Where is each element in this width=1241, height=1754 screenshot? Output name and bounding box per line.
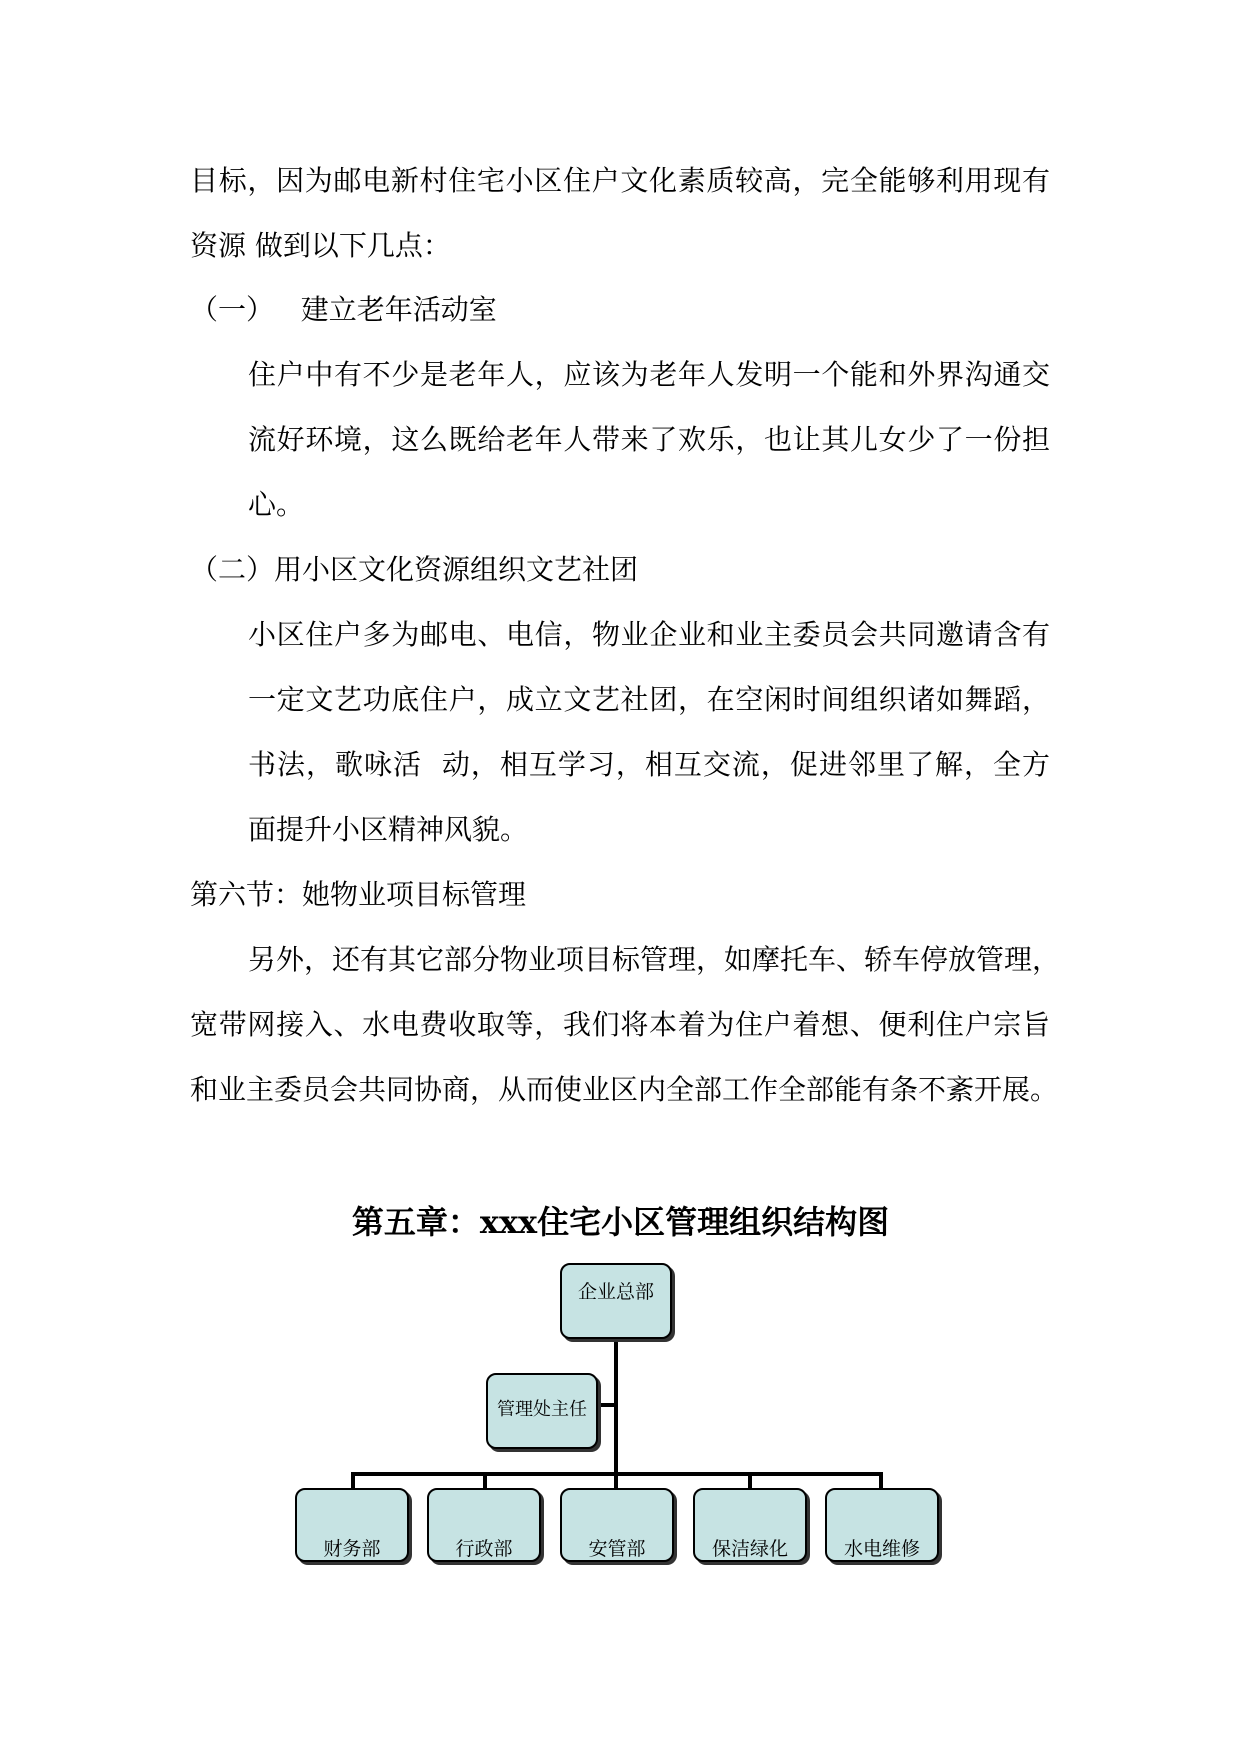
org-dept-label-1: 财务部: [323, 1538, 381, 1560]
connector-assistant-branch: [596, 1403, 616, 1407]
org-dept-box-1: [295, 1488, 409, 1562]
intro-line-2: 资源 做到以下几点：: [190, 229, 451, 262]
chapter-title: 第五章：xxx住宅小区管理组织结构图: [351, 1203, 890, 1241]
org-dept-box-4: [693, 1488, 807, 1562]
org-dept-label-2: 行政部: [455, 1538, 513, 1560]
org-dept-box-2: [427, 1488, 541, 1562]
org-root-label: 企业总部: [577, 1281, 654, 1303]
section-2-line-4: 面提升小区精神风貌。: [248, 813, 529, 846]
section-6-line-3: 和业主委员会共同协商，从而使业区内全部工作全部能有条不紊开展。: [190, 1073, 1059, 1106]
org-root-box: [560, 1263, 672, 1339]
section-1-line-2: 流好环境，这么既给老年人带来了欢乐，也让其儿女少了一份担: [248, 423, 1050, 456]
org-assistant-box: [486, 1373, 598, 1449]
intro-line-1: 目标，因为邮电新村住宅小区住户文化素质较高，完全能够利用现有: [190, 164, 1050, 197]
section-1-line-1: 住户中有不少是老年人，应该为老年人发明一个能和外界沟通交: [248, 358, 1050, 391]
org-dept-label-5: 水电维修: [843, 1538, 920, 1560]
section-1-heading: （一） 建立老年活动室: [190, 293, 497, 326]
org-dept-label-3: 安管部: [588, 1538, 646, 1560]
org-assistant-label: 管理处主任: [497, 1399, 587, 1420]
section-6-line-2: 宽带网接入、水电费收取等，我们将本着为住户着想、便利住户宗旨: [190, 1008, 1050, 1041]
section-2-heading: （二）用小区文化资源组织文艺社团: [190, 553, 639, 586]
section-2-line-3: 书法，歌咏活 动，相互学习，相互交流，促进邻里了解，全方: [248, 748, 1050, 781]
section-1-line-3: 心。: [248, 488, 305, 521]
org-dept-label-4: 保洁绿化: [711, 1538, 788, 1560]
section-6-heading: 第六节：她物业项目标管理: [190, 878, 527, 911]
section-6-line-1: 另外，还有其它部分物业项目标管理，如摩托车、轿车停放管理，: [248, 943, 1061, 976]
org-dept-box-5: [825, 1488, 939, 1562]
org-dept-box-3: [560, 1488, 674, 1562]
section-2-line-2: 一定文艺功底住户，成立文艺社团，在空闲时间组织诸如舞蹈，: [248, 683, 1050, 716]
section-2-line-1: 小区住户多为邮电、电信，物业企业和业主委员会共同邀请含有: [248, 618, 1050, 651]
